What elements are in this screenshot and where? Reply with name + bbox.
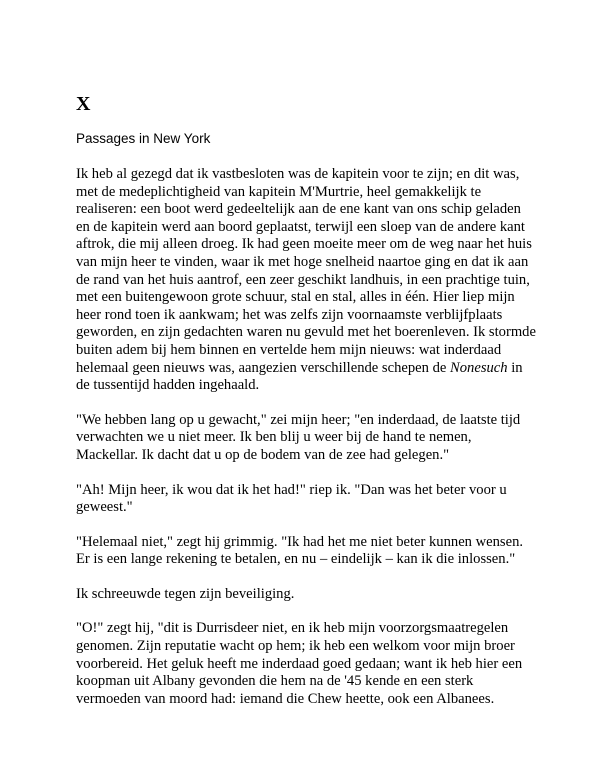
- paragraph-1-text-end: in de tussentijd hadden ingehaald.: [76, 359, 523, 394]
- paragraph-4: "Helemaal niet," zegt hij grimmig. "Ik had het me niet beter kunnen wensen. Er is een lange rekening te betalen, en nu – eindelijk – kan ik die inlossen.": [76, 533, 524, 568]
- paragraph-6: "O!" zegt hij, "dit is Durrisdeer niet, en ik heb mijn voorzorgsmaatregelen genomen. Zijn reputatie wacht op hem; ik heb een welkom voor mijn broer voorbereid. Het geluk heeft me inderdaad goed gedaan; want ik heb hier een koopman uit Albany gevonden die hem na de '45 kende en een sterk vermoeden van moord had: iemand die Chew heette, ook een Albanees.: [76, 620, 523, 707]
- ship-name-emphasis: Nonesuch: [450, 359, 508, 376]
- paragraph-5: Ik schreeuwde tegen zijn beveiliging.: [76, 585, 295, 602]
- paragraph-1: [76, 166, 536, 395]
- paragraph-2: "We hebben lang op u gewacht," zei mijn heer; "en inderdaad, de laatste tijd verwachten we u niet meer. Ik ben blij u weer bij de hand te nemen, Mackellar. Ik dacht dat u op de bodem van de zee had gelegen.": [76, 411, 521, 463]
- chapter-subtitle: Passages in New York: [76, 131, 211, 146]
- chapter-number: X: [76, 93, 91, 115]
- document-page: [76, 92, 536, 725]
- paragraph-1-text-start: Ik heb al gezegd dat ik vastbesloten was de kapitein voor te zijn; en dit was, met de medeplichtigheid van kapitein M'Murtrie, heel gemakkelijk te realiseren: een boot werd gedeeltelijk aan de ene kant van ons schip geladen en de kapitein werd aan boord geplaatst, terwijl een sloep van de andere kant aftrok, die mij alleen droeg. Ik had geen moeite meer om de weg naar het huis van mijn heer te vinden, waar ik met hoge snelheid naartoe ging en dat ik aan de rand van het huis aantrof, een zeer geschikt landhuis, in een prachtige tuin, met een buitengewoon grote schuur, stal en stal, alles in één. Hier liep mijn heer rond toen ik aankwam; het was zelfs zijn voornaamste verblijfplaats geworden, en zijn gedachten waren nu gevuld met het boerenleven. Ik stormde buiten adem bij hem binnen en vertelde hem mijn nieuws: wat inderdaad helemaal geen nieuws was, aangezien verschillende schepen de: [76, 166, 536, 376]
- paragraph-3: "Ah! Mijn heer, ik wou dat ik het had!" riep ik. "Dan was het beter voor u geweest.": [76, 481, 507, 516]
